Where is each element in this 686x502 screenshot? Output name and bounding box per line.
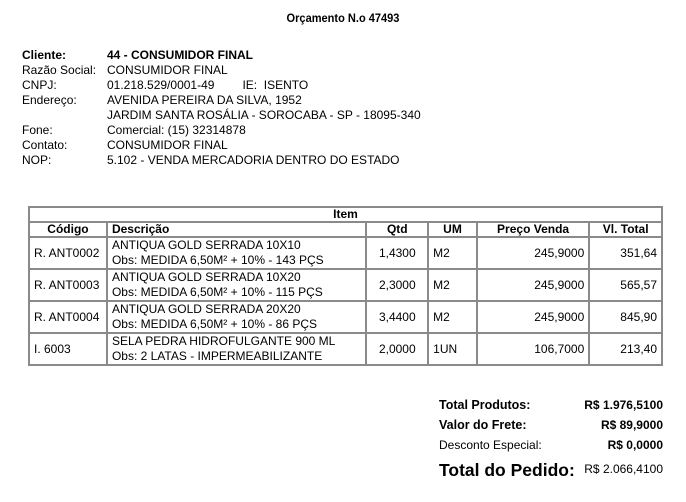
client-value: 44 - CONSUMIDOR FINAL — [107, 48, 254, 62]
cell-um: 1UN — [428, 333, 477, 365]
cell-descricao — [107, 333, 367, 365]
items-section-header — [29, 207, 662, 222]
item-description: ANTIQUA GOLD SERRADA 20X20 — [111, 302, 301, 316]
total-pedido-row — [439, 460, 663, 481]
total-produtos-value: R$ 1.976,5100 — [584, 398, 663, 412]
items-table — [28, 206, 663, 366]
totals-summary — [439, 398, 663, 481]
item-obs: Obs: MEDIDA 6,50M² + 10% - 115 PÇS — [111, 285, 323, 299]
cell-qtd: 1,4300 — [366, 237, 428, 269]
cell-qtd: 3,4400 — [366, 301, 428, 333]
valor-frete-label: Valor do Frete: — [439, 418, 527, 432]
cell-total: 565,57 — [589, 269, 662, 301]
item-obs: Obs: MEDIDA 6,50M² + 10% - 143 PÇS — [111, 253, 324, 267]
cell-descricao — [107, 301, 367, 333]
razao-social-value: CONSUMIDOR FINAL — [107, 63, 228, 77]
nop-row — [22, 153, 421, 168]
contato-label: Contato: — [22, 138, 68, 152]
contato-value: CONSUMIDOR FINAL — [107, 138, 228, 152]
nop-value: 5.102 - VENDA MERCADORIA DENTRO DO ESTADO — [107, 153, 400, 167]
endereco-line2-label — [22, 108, 107, 123]
col-header-vl-total: Vl. Total — [589, 222, 662, 237]
cell-codigo: R. ANT0002 — [29, 237, 107, 269]
cnpj-row — [22, 78, 421, 93]
item-description: ANTIQUA GOLD SERRADA 10X20 — [111, 270, 301, 284]
table-row — [29, 333, 662, 365]
cell-um: M2 — [428, 269, 477, 301]
item-description: SELA PEDRA HIDROFULGANTE 900 ML — [111, 334, 336, 348]
col-header-descricao: Descrição — [107, 222, 367, 237]
page-title: Orçamento N.o 47493 — [286, 11, 400, 25]
cell-um: M2 — [428, 301, 477, 333]
item-description: ANTIQUA GOLD SERRADA 10X10 — [111, 238, 301, 252]
cell-total: 213,40 — [589, 333, 662, 365]
cell-qtd: 2,3000 — [366, 269, 428, 301]
total-produtos-row — [439, 398, 663, 418]
table-row — [29, 301, 662, 333]
cell-preco: 245,9000 — [477, 269, 589, 301]
cell-codigo: R. ANT0004 — [29, 301, 107, 333]
cell-preco: 106,7000 — [477, 333, 589, 365]
client-row — [22, 48, 421, 63]
desconto-especial-value: R$ 0,0000 — [607, 438, 663, 452]
desconto-especial-row — [439, 438, 663, 458]
cell-total: 845,90 — [589, 301, 662, 333]
desconto-especial-label: Desconto Especial: — [439, 438, 542, 452]
item-obs: Obs: MEDIDA 6,50M² + 10% - 86 PÇS — [111, 317, 318, 331]
fone-value: Comercial: (15) 32314878 — [107, 123, 246, 137]
endereco-line2-value: JARDIM SANTA ROSÁLIA - SOROCABA - SP - 18095-340 — [107, 108, 421, 122]
cell-codigo: R. ANT0003 — [29, 269, 107, 301]
table-row — [29, 237, 662, 269]
item-obs: Obs: 2 LATAS - IMPERMEABILIZANTE — [111, 349, 323, 363]
cnpj-label: CNPJ: — [22, 78, 57, 92]
col-header-codigo: Código — [29, 222, 107, 237]
cell-total: 351,64 — [589, 237, 662, 269]
contato-row — [22, 138, 421, 153]
col-header-um: UM — [428, 222, 477, 237]
cell-descricao — [107, 237, 367, 269]
items-column-headers — [29, 222, 662, 237]
endereco-row — [22, 93, 421, 108]
items-section-title: Item — [29, 207, 662, 222]
razao-social-row — [22, 63, 421, 78]
valor-frete-row — [439, 418, 663, 438]
cell-preco: 245,9000 — [477, 301, 589, 333]
nop-label: NOP: — [22, 153, 52, 167]
endereco-label: Endereço: — [22, 93, 77, 107]
table-row — [29, 269, 662, 301]
endereco-value: AVENIDA PEREIRA DA SILVA, 1952 — [107, 93, 302, 107]
client-label: Cliente: — [22, 48, 67, 62]
cell-preco: 245,9000 — [477, 237, 589, 269]
valor-frete-value: R$ 89,9000 — [600, 418, 663, 432]
fone-label: Fone: — [22, 123, 53, 137]
fone-row — [22, 123, 421, 138]
total-pedido-value: R$ 2.066,4100 — [584, 462, 663, 476]
cell-codigo: I. 6003 — [29, 333, 107, 365]
endereco-line2-row — [22, 108, 421, 123]
client-info — [22, 48, 421, 168]
cell-qtd: 2,0000 — [366, 333, 428, 365]
ie-value: IE: ISENTO — [242, 78, 309, 92]
col-header-qtd: Qtd — [366, 222, 428, 237]
col-header-preco-venda: Preço Venda — [477, 222, 589, 237]
cell-um: M2 — [428, 237, 477, 269]
cnpj-value: 01.218.529/0001-49 — [107, 78, 215, 92]
total-pedido-label: Total do Pedido: — [439, 460, 575, 480]
cell-descricao — [107, 269, 367, 301]
razao-social-label: Razão Social: — [22, 63, 97, 77]
total-produtos-label: Total Produtos: — [439, 398, 531, 412]
